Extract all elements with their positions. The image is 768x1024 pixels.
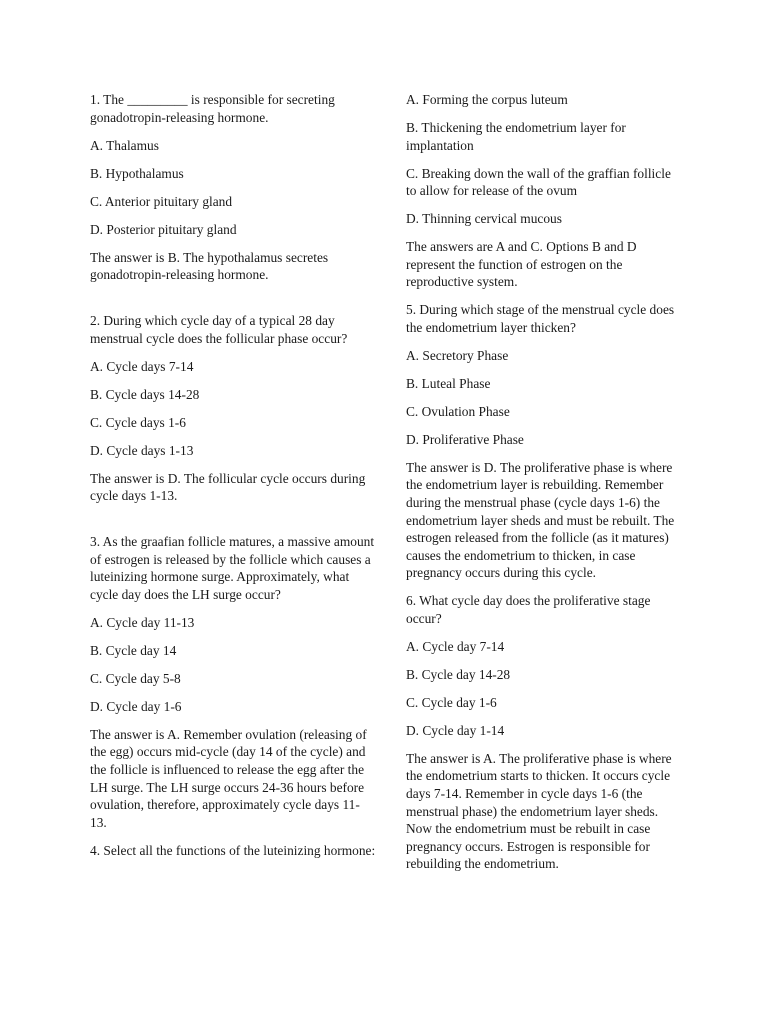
answer-option: B. Thickening the endometrium layer for implantation	[406, 119, 626, 153]
right-column	[406, 91, 678, 883]
answer-option: A. Cycle day 11-13	[90, 614, 195, 630]
section-spacer	[90, 294, 376, 312]
answer-option: B. Hypothalamus	[90, 165, 184, 181]
question-text: 2. During which cycle day of a typical 28 day menstrual cycle does the follicular phase occur?	[90, 313, 348, 346]
answer-option: C. Anterior pituitary gland	[90, 193, 233, 209]
answer-option: B. Cycle day 14	[90, 642, 177, 658]
answer-option: D. Proliferative Phase	[406, 431, 524, 447]
answer-option: B. Cycle day 14-28	[406, 666, 511, 682]
answer-option: C. Cycle day 1-6	[406, 694, 497, 710]
answer-explanation: The answer is D. The proliferative phase is where the endometrium layer is rebuilding. Remember during the menstrual phase (cycle days 1-6) the endometrium layer sheds and must be rebuilt. The estrogen released from the follicle (as it matures) causes the endometrium to thicken, in case pregnancy occurs during this cycle.	[406, 459, 675, 581]
section-spacer	[90, 515, 376, 533]
left-column	[90, 91, 376, 870]
answer-option: D. Cycle day 1-14	[406, 722, 505, 738]
question-text: 6. What cycle day does the proliferative stage occur?	[406, 593, 651, 626]
answer-option: A. Secretory Phase	[406, 347, 509, 363]
question-text: 3. As the graafian follicle matures, a massive amount of estrogen is released by the follicle which causes a luteinizing hormone surge. Approximately, what cycle day does the LH surge occur?	[90, 534, 375, 602]
answer-option: C. Cycle days 1-6	[90, 414, 186, 430]
answer-explanation: The answers are A and C. Options B and D represent the function of estrogen on the reproductive system.	[406, 239, 637, 290]
answer-option: D. Cycle day 1-6	[90, 698, 182, 714]
answer-option: C. Cycle day 5-8	[90, 670, 181, 686]
answer-option: A. Forming the corpus luteum	[406, 92, 568, 107]
question-text: 4. Select all the functions of the luteinizing hormone:	[90, 842, 376, 858]
question-text: 5. During which stage of the menstrual cycle does the endometrium layer thicken?	[406, 302, 675, 335]
answer-option: B. Cycle days 14-28	[90, 386, 200, 402]
answer-option: A. Cycle day 7-14	[406, 638, 505, 654]
answer-option: C. Breaking down the wall of the graffian follicle to allow for release of the ovum	[406, 165, 671, 199]
answer-option: B. Luteal Phase	[406, 375, 491, 391]
answer-option: D. Cycle days 1-13	[90, 442, 194, 458]
answer-option: C. Ovulation Phase	[406, 403, 510, 419]
answer-explanation: The answer is A. Remember ovulation (releasing of the egg) occurs mid-cycle (day 14 of the cycle) and the follicle is influenced to release the egg after the LH surge. The LH surge occurs 24-36 hours before ovulation, therefore, approximately cycle days 11-13.	[90, 726, 367, 830]
answer-option: A. Thalamus	[90, 137, 159, 153]
answer-option: D. Posterior pituitary gland	[90, 221, 237, 237]
answer-option: D. Thinning cervical mucous	[406, 211, 562, 227]
answer-option: A. Cycle days 7-14	[90, 358, 194, 374]
answer-explanation: The answer is B. The hypothalamus secretes gonadotropin-releasing hormone.	[90, 249, 329, 283]
answer-explanation: The answer is D. The follicular cycle occurs during cycle days 1-13.	[90, 470, 366, 504]
question-text: 1. The _________ is responsible for secreting gonadotropin-releasing hormone.	[90, 92, 335, 125]
answer-explanation: The answer is A. The proliferative phase is where the endometrium starts to thicken. It occurs cycle days 7-14. Remember in cycle days 1-6 (the menstrual phase) the endometrium layer sheds. Now the endometrium must be rebuilt in case pregnancy occurs. Estrogen is responsible for rebuilding the endometrium.	[406, 750, 672, 872]
